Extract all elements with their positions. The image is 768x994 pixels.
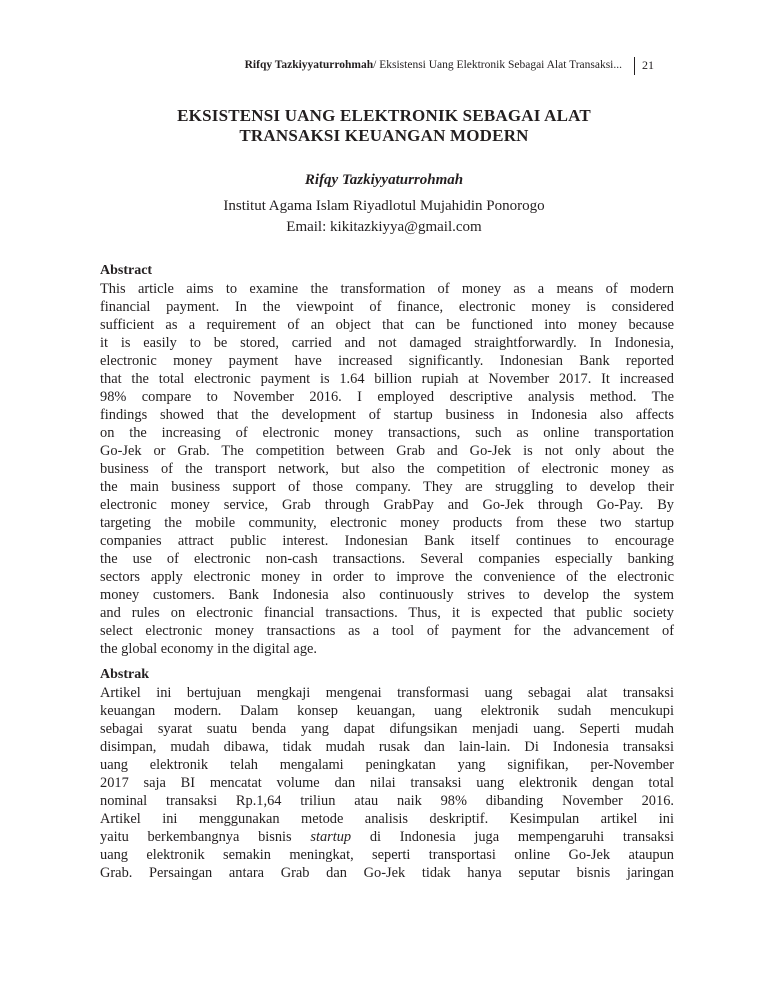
abstract-line: financial payment. In the viewpoint of finance, electronic money is considered bbox=[100, 299, 674, 315]
abstract-line: and rules on electronic financial transactions. Thus, it is expected that public society bbox=[100, 605, 674, 621]
abstract-heading: Abstract bbox=[100, 263, 153, 278]
abstract-line: 98% compare to November 2016. I employed descriptive analysis method. The bbox=[100, 389, 674, 405]
abstrak-line: Artikel ini menggunakan metode analisis deskriptif. Kesimpulan artikel ini bbox=[100, 811, 674, 827]
abstract-line: that the total electronic payment is 1.64 billion rupiah at November 2017. It increased bbox=[100, 371, 674, 387]
abstract-line: targeting the mobile community, electronic money products from these two startup bbox=[100, 515, 674, 531]
author-affiliation: Institut Agama Islam Riyadlotul Mujahidin Ponorogo bbox=[223, 198, 545, 214]
abstract-line: sufficient as a requirement of an object that can be functioned into money because bbox=[100, 317, 674, 333]
abstrak-line: 2017 saja BI mencatat volume dan nilai transaksi uang elektronik dengan total bbox=[100, 775, 674, 791]
abstract-line: findings showed that the development of startup business in Indonesia also affects bbox=[100, 407, 674, 423]
abstrak-line: nominal transaksi Rp.1,64 triliun atau naik 98% dibanding November 2016. bbox=[100, 793, 674, 809]
abstract-line: business of the transport network, but also the competition of electronic money as bbox=[100, 461, 674, 477]
abstract-line: the global economy in the digital age. bbox=[100, 641, 317, 657]
abstract-body bbox=[100, 280, 674, 658]
abstrak-line: keuangan modern. Dalam konsep keuangan, uang elektronik sudah mencukupi bbox=[100, 703, 674, 719]
abstrak-line: disimpan, mudah dibawa, tidak mudah rusak dan lain-lain. Di Indonesia transaksi bbox=[100, 739, 674, 755]
running-header bbox=[146, 59, 622, 71]
abstrak-heading: Abstrak bbox=[100, 667, 150, 682]
abstract-line: sectors apply electronic money in order to improve the convenience of the electronic bbox=[100, 569, 674, 585]
abstract-line: electronic money payment have increased significantly. Indonesian Bank reported bbox=[100, 353, 674, 369]
abstract-line: electronic money service, Grab through GrabPay and Go-Jek through Go-Pay. By bbox=[100, 497, 674, 513]
abstrak-line bbox=[100, 828, 674, 846]
article-author: Rifqy Tazkiyyaturrohmah bbox=[304, 172, 464, 188]
abstrak-line: Artikel ini bertujuan mengkaji mengenai transformasi uang sebagai alat transaksi bbox=[100, 685, 674, 701]
page-number: 21 bbox=[642, 58, 654, 72]
abstrak-section bbox=[100, 666, 674, 882]
abstrak-line: sebagai syarat suatu benda yang dapat difungsikan menjadi uang. Seperti mudah bbox=[100, 721, 674, 737]
abstrak-italic-term: startup bbox=[310, 829, 352, 845]
abstrak-text: di Indonesia juga mempengaruhi transaksi bbox=[351, 829, 674, 845]
running-header-title: / Eksistensi Uang Elektronik Sebagai Alat Transaksi... bbox=[373, 59, 622, 71]
abstrak-line: uang elektronik semakin meningkat, seperti transportasi online Go-Jek ataupun bbox=[100, 847, 674, 863]
article-title bbox=[100, 106, 668, 146]
abstract-line: select electronic money transactions as a tool of payment for the advancement of bbox=[100, 623, 674, 639]
running-header-author: Rifqy Tazkiyyaturrohmah bbox=[244, 59, 374, 71]
abstract-line: companies attract public interest. Indonesian Bank itself continues to encourage bbox=[100, 533, 674, 549]
abstract-section bbox=[100, 262, 674, 658]
title-line: EKSISTENSI UANG ELEKTRONIK SEBAGAI ALAT bbox=[177, 106, 591, 125]
abstract-line: the main business support of those company. They are struggling to develop their bbox=[100, 479, 674, 495]
abstract-line: money customers. Bank Indonesia also continuously strives to develop the system bbox=[100, 587, 674, 603]
abstract-line: Go-Jek or Grab. The competition between Grab and Go-Jek is not only about the bbox=[100, 443, 674, 459]
abstract-line: This article aims to examine the transformation of money as a means of modern bbox=[100, 281, 674, 297]
abstrak-body bbox=[100, 684, 674, 882]
abstract-line: on the increasing of electronic money transactions, such as online transportation bbox=[100, 425, 674, 441]
abstract-line: the use of electronic non-cash transactions. Several companies especially banking bbox=[100, 551, 674, 567]
abstrak-line: Grab. Persaingan antara Grab dan Go-Jek tidak hanya seputar bisnis jaringan bbox=[100, 865, 674, 881]
abstract-line: it is easily to be stored, carried and not damaged straightforwardly. In Indonesia, bbox=[100, 335, 674, 351]
abstrak-line: uang elektronik telah mengalami peningkatan yang signifikan, per-November bbox=[100, 757, 674, 773]
header-divider bbox=[634, 57, 635, 75]
abstrak-text: yaitu berkembangnya bisnis bbox=[100, 829, 311, 845]
author-email: Email: kikitazkiyya@gmail.com bbox=[286, 219, 482, 235]
title-line: TRANSAKSI KEUANGAN MODERN bbox=[239, 126, 529, 145]
